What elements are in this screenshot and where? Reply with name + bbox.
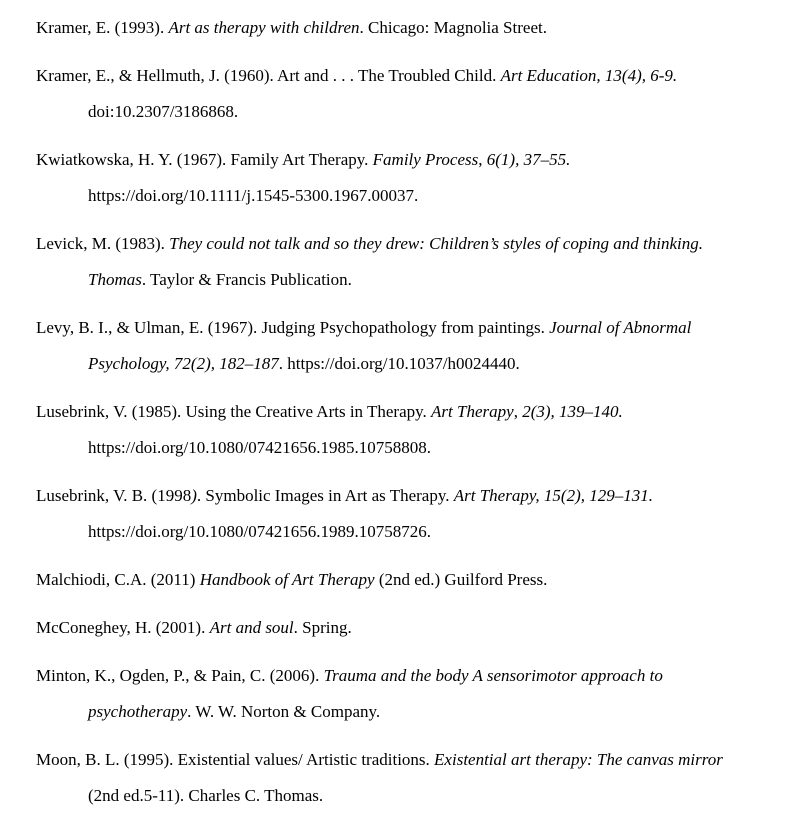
- reference-text: Malchiodi, C.A. (2011): [36, 570, 200, 589]
- reference-text-italic: 2(3), 139–140.: [522, 402, 623, 421]
- reference-text: . Symbolic Images in Art as Therapy.: [196, 486, 454, 505]
- reference-line-continuation: [36, 178, 790, 214]
- reference-line-continuation: [36, 430, 790, 466]
- reference-entry: [36, 742, 790, 814]
- reference-text: (2nd ed.5-11). Charles C. Thomas.: [88, 786, 324, 805]
- reference-text: https://doi.org/10.1080/07421656.1989.10758726.: [88, 522, 432, 541]
- reference-line-first: [36, 562, 790, 598]
- reference-text: ,: [478, 150, 487, 169]
- reference-text-italic: Art Therapy: [431, 402, 514, 421]
- reference-text-italic: Thomas: [88, 270, 142, 289]
- reference-line-first: [36, 658, 790, 694]
- reference-entry: [36, 610, 790, 646]
- reference-text: Moon, B. L. (1995). Existential values/ Artistic traditions.: [36, 750, 435, 769]
- reference-text: https://doi.org/10.1111/j.1545-5300.1967.00037.: [88, 186, 419, 205]
- reference-text: Levy, B. I., & Ulman, E. (1967). Judging Psychopathology from paintings.: [36, 318, 550, 337]
- reference-text: Levick, M. (1983).: [36, 234, 170, 253]
- reference-text-italic: Family Process: [372, 150, 479, 169]
- reference-text: . Chicago: Magnolia Street.: [359, 18, 547, 37]
- reference-line-first: [36, 310, 790, 346]
- reference-text: Kramer, E. (1993).: [36, 18, 169, 37]
- reference-line-continuation: [36, 262, 790, 298]
- reference-line-first: [36, 610, 790, 646]
- reference-text-italic: Psychology, 72(2), 182–187: [88, 354, 279, 373]
- reference-line-continuation: [36, 514, 790, 550]
- reference-line-first: [36, 226, 790, 262]
- reference-text-italic: Art as therapy with children: [168, 18, 360, 37]
- reference-text-italic: psychotherapy: [88, 702, 188, 721]
- reference-text: doi:10.2307/3186868.: [88, 102, 239, 121]
- reference-line-continuation: [36, 346, 790, 382]
- reference-line-continuation: [36, 94, 790, 130]
- reference-text: . https://doi.org/10.1037/h0024440.: [278, 354, 520, 373]
- reference-entry: [36, 10, 790, 46]
- reference-text: . W. W. Norton & Company.: [187, 702, 381, 721]
- reference-text-italic: Journal of Abnormal: [549, 318, 692, 337]
- reference-entry: [36, 394, 790, 466]
- reference-text-italic: Art Education, 13(4), 6-9.: [500, 66, 678, 85]
- reference-text-italic: Existential art therapy: The canvas mirror: [434, 750, 723, 769]
- reference-text: Lusebrink, V. (1985). Using the Creative Arts in Therapy.: [36, 402, 432, 421]
- reference-text: https://doi.org/10.1080/07421656.1985.10758808.: [88, 438, 432, 457]
- reference-entry: [36, 58, 790, 130]
- reference-text-italic: Art Therapy, 15(2), 129–131.: [453, 486, 654, 505]
- reference-text: ,: [513, 402, 523, 421]
- reference-line-first: [36, 478, 790, 514]
- reference-text: Kwiatkowska, H. Y. (1967). Family Art Therapy.: [36, 150, 373, 169]
- reference-line-first: [36, 742, 790, 778]
- reference-text-italic: Trauma and the body A sensorimotor approach to: [323, 666, 663, 685]
- reference-text: . Spring.: [293, 618, 352, 637]
- reference-entry: [36, 562, 790, 598]
- reference-entry: [36, 478, 790, 550]
- reference-text-italic: 6(1), 37–55.: [486, 150, 571, 169]
- reference-entry: [36, 310, 790, 382]
- reference-list: [36, 10, 790, 814]
- reference-text-italic: ): [191, 486, 197, 505]
- reference-entry: [36, 658, 790, 730]
- reference-line-first: [36, 142, 790, 178]
- reference-line-first: [36, 58, 790, 94]
- reference-text-italic: Art and soul: [209, 618, 294, 637]
- reference-text-italic: They could not talk and so they drew: Children’s styles of coping and thinking.: [169, 234, 704, 253]
- reference-line-continuation: [36, 778, 790, 814]
- reference-entry: [36, 226, 790, 298]
- reference-text: Kramer, E., & Hellmuth, J. (1960). Art and . . . The Troubled Child.: [36, 66, 501, 85]
- reference-line-first: [36, 10, 790, 46]
- reference-text: Minton, K., Ogden, P., & Pain, C. (2006).: [36, 666, 324, 685]
- reference-line-first: [36, 394, 790, 430]
- reference-text: McConeghey, H. (2001).: [36, 618, 210, 637]
- reference-text: (2nd ed.) Guilford Press.: [374, 570, 548, 589]
- reference-entry: [36, 142, 790, 214]
- reference-line-continuation: [36, 694, 790, 730]
- reference-text: Lusebrink, V. B. (1998: [36, 486, 192, 505]
- reference-text: . Taylor & Francis Publication.: [141, 270, 352, 289]
- reference-text-italic: Handbook of Art Therapy: [199, 570, 375, 589]
